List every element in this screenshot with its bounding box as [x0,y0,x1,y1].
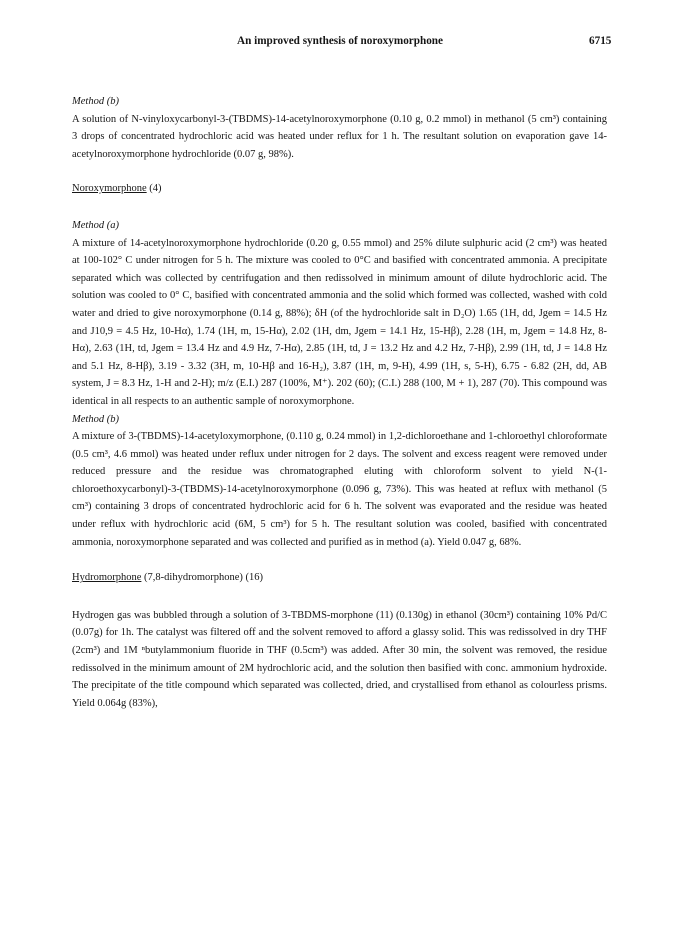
noroxymorphone-heading-line [72,180,607,198]
article-body [72,93,607,712]
hydromorphone-paragraph: Hydrogen gas was bubbled through a solution of 3-TBDMS-morphone (11) (0.130g) in ethanol (30cm³) containing 10% Pd/C (0.07g) for 1h. The catalyst was filtered off and the solvent removed to afford a glassy solid. This was redissolved in dry THF (2cm³) and 1M ⁿbutylammonium fluoride in THF (0.5cm³) was added. After 30 min, the solvent was removed, the residue redissolved in the minimum amount of 2M hydrochloric acid, and the solution then basified with conc. ammonium hydroxide. The precipitate of the title compound which separated was collected, dried, and crystallised from ethanol as colourless prisms. Yield 0.064g (83%), [72,609,607,709]
method-b-paragraph-2: A mixture of 3-(TBDMS)-14-acetyloxymorphone, (0.110 g, 0.24 mmol) in 1,2-dichloroethane and 1-chloroethyl chloroformate (0.5 cm³, 4.6 mmol) was heated under reflux under nitrogen for 2 days. The solvent and excess reagent were removed under reduced pressure and the residue was chromatographed eluting with chloroform solvent to yield N-(1-chloroethoxycarbonyl)-3-(TBDMS)-14-acetylnoroxymorphone (0.096 g, 73%). This was heated at reflux with methanol (5 cm³) containing 3 drops of concentrated hydrochloric acid for 6 h. The solvent was evaporated and the residue was heated under reflux with hydrochloric acid (6M, 5 cm³) for 5 h. The resultant solution was cooled, basified with concentrated ammonia, noroxymorphone separated and was collected and purified as in method (a). Yield 0.047 g, 68%. [72,431,607,548]
hydromorphone-heading-line [72,569,607,587]
method-b-paragraph-1: A solution of N-vinyloxycarbonyl-3-(TBDMS)-14-acetylnoroxymorphone (0.10 g, 0.2 mmol) in methanol (5 cm³) containing 3 drops of concentrated hydrochloric acid was heated under reflux for 1 h. The resultant solution on evaporation gave 14-acetylnoroxymorphone hydrochloride (0.07 g, 98%). [72,113,607,160]
hydromorphone-suffix: (7,8-dihydromorphone) (16) [141,572,264,584]
method-a-label: Method (a) [72,219,119,231]
method-a-paragraph: A mixture of 14-acetylnoroxymorphone hydrochloride (0.20 g, 0.55 mmol) and 25% dilute sulphuric acid (2 cm³) was heated at 100-102° C under nitrogen for 5 h. The mixture was cooled to 0°C and basified with concentrated ammonia. A precipitate separated which was collected by centrifugation and then redissolved in minimum amount of dilute hydrochloric acid. The solution was cooled to 0° C, basified with concentrated ammonia and the solid which formed was collected, washed with cold water and dried to give noroxymorphone (0.14 g, 88%); δH (of the hydrochloride salt in D₂O) 1.65 (1H, dd, Jgem = 14.5 Hz and J10,9 = 4.5 Hz, 10-Hα), 1.74 (1H, m, 15-Hα), 2.02 (1H, dm, Jgem = 14.1 Hz, 15-Hβ), 2.28 (1H, m, Jgem = 14.8 Hz, 8-Hα), 2.63 (1H, td, Jgem = 13.4 Hz and 4.9 Hz, 7-Hα), 2.85 (1H, td, J = 13.2 Hz and 4.2 Hz, 7-Hβ), 2.99 (1H, td, J = 14.8 Hz and 5.1 Hz, 8-Hβ), 3.19 - 3.32 (3H, m, 10-Hβ and 16-H₂), 3.87 (1H, m, 9-H), 4.99 (1H, s, 5-H), 6.75 - 6.82 (2H, dd, AB system, J = 8.3 Hz, 1-H and 2-H); m/z (E.I.) 287 (100%, M⁺). 202 (60); (C.I.) 288 (100, M + 1), 287 (70). This compound was identical in all respects to an authentic sample of noroxymorphone. [72,237,607,407]
page-number: 6715 [589,35,612,47]
running-title: An improved synthesis of noroxymorphone [237,35,443,47]
method-b-label-1: Method (b) [72,96,119,107]
noroxymorphone-number: (4) [146,183,162,195]
noroxymorphone-heading: Noroxymorphone [72,183,147,195]
hydromorphone-heading: Hydromorphone [72,572,142,584]
method-b-label-2: Method (b) [72,413,119,425]
